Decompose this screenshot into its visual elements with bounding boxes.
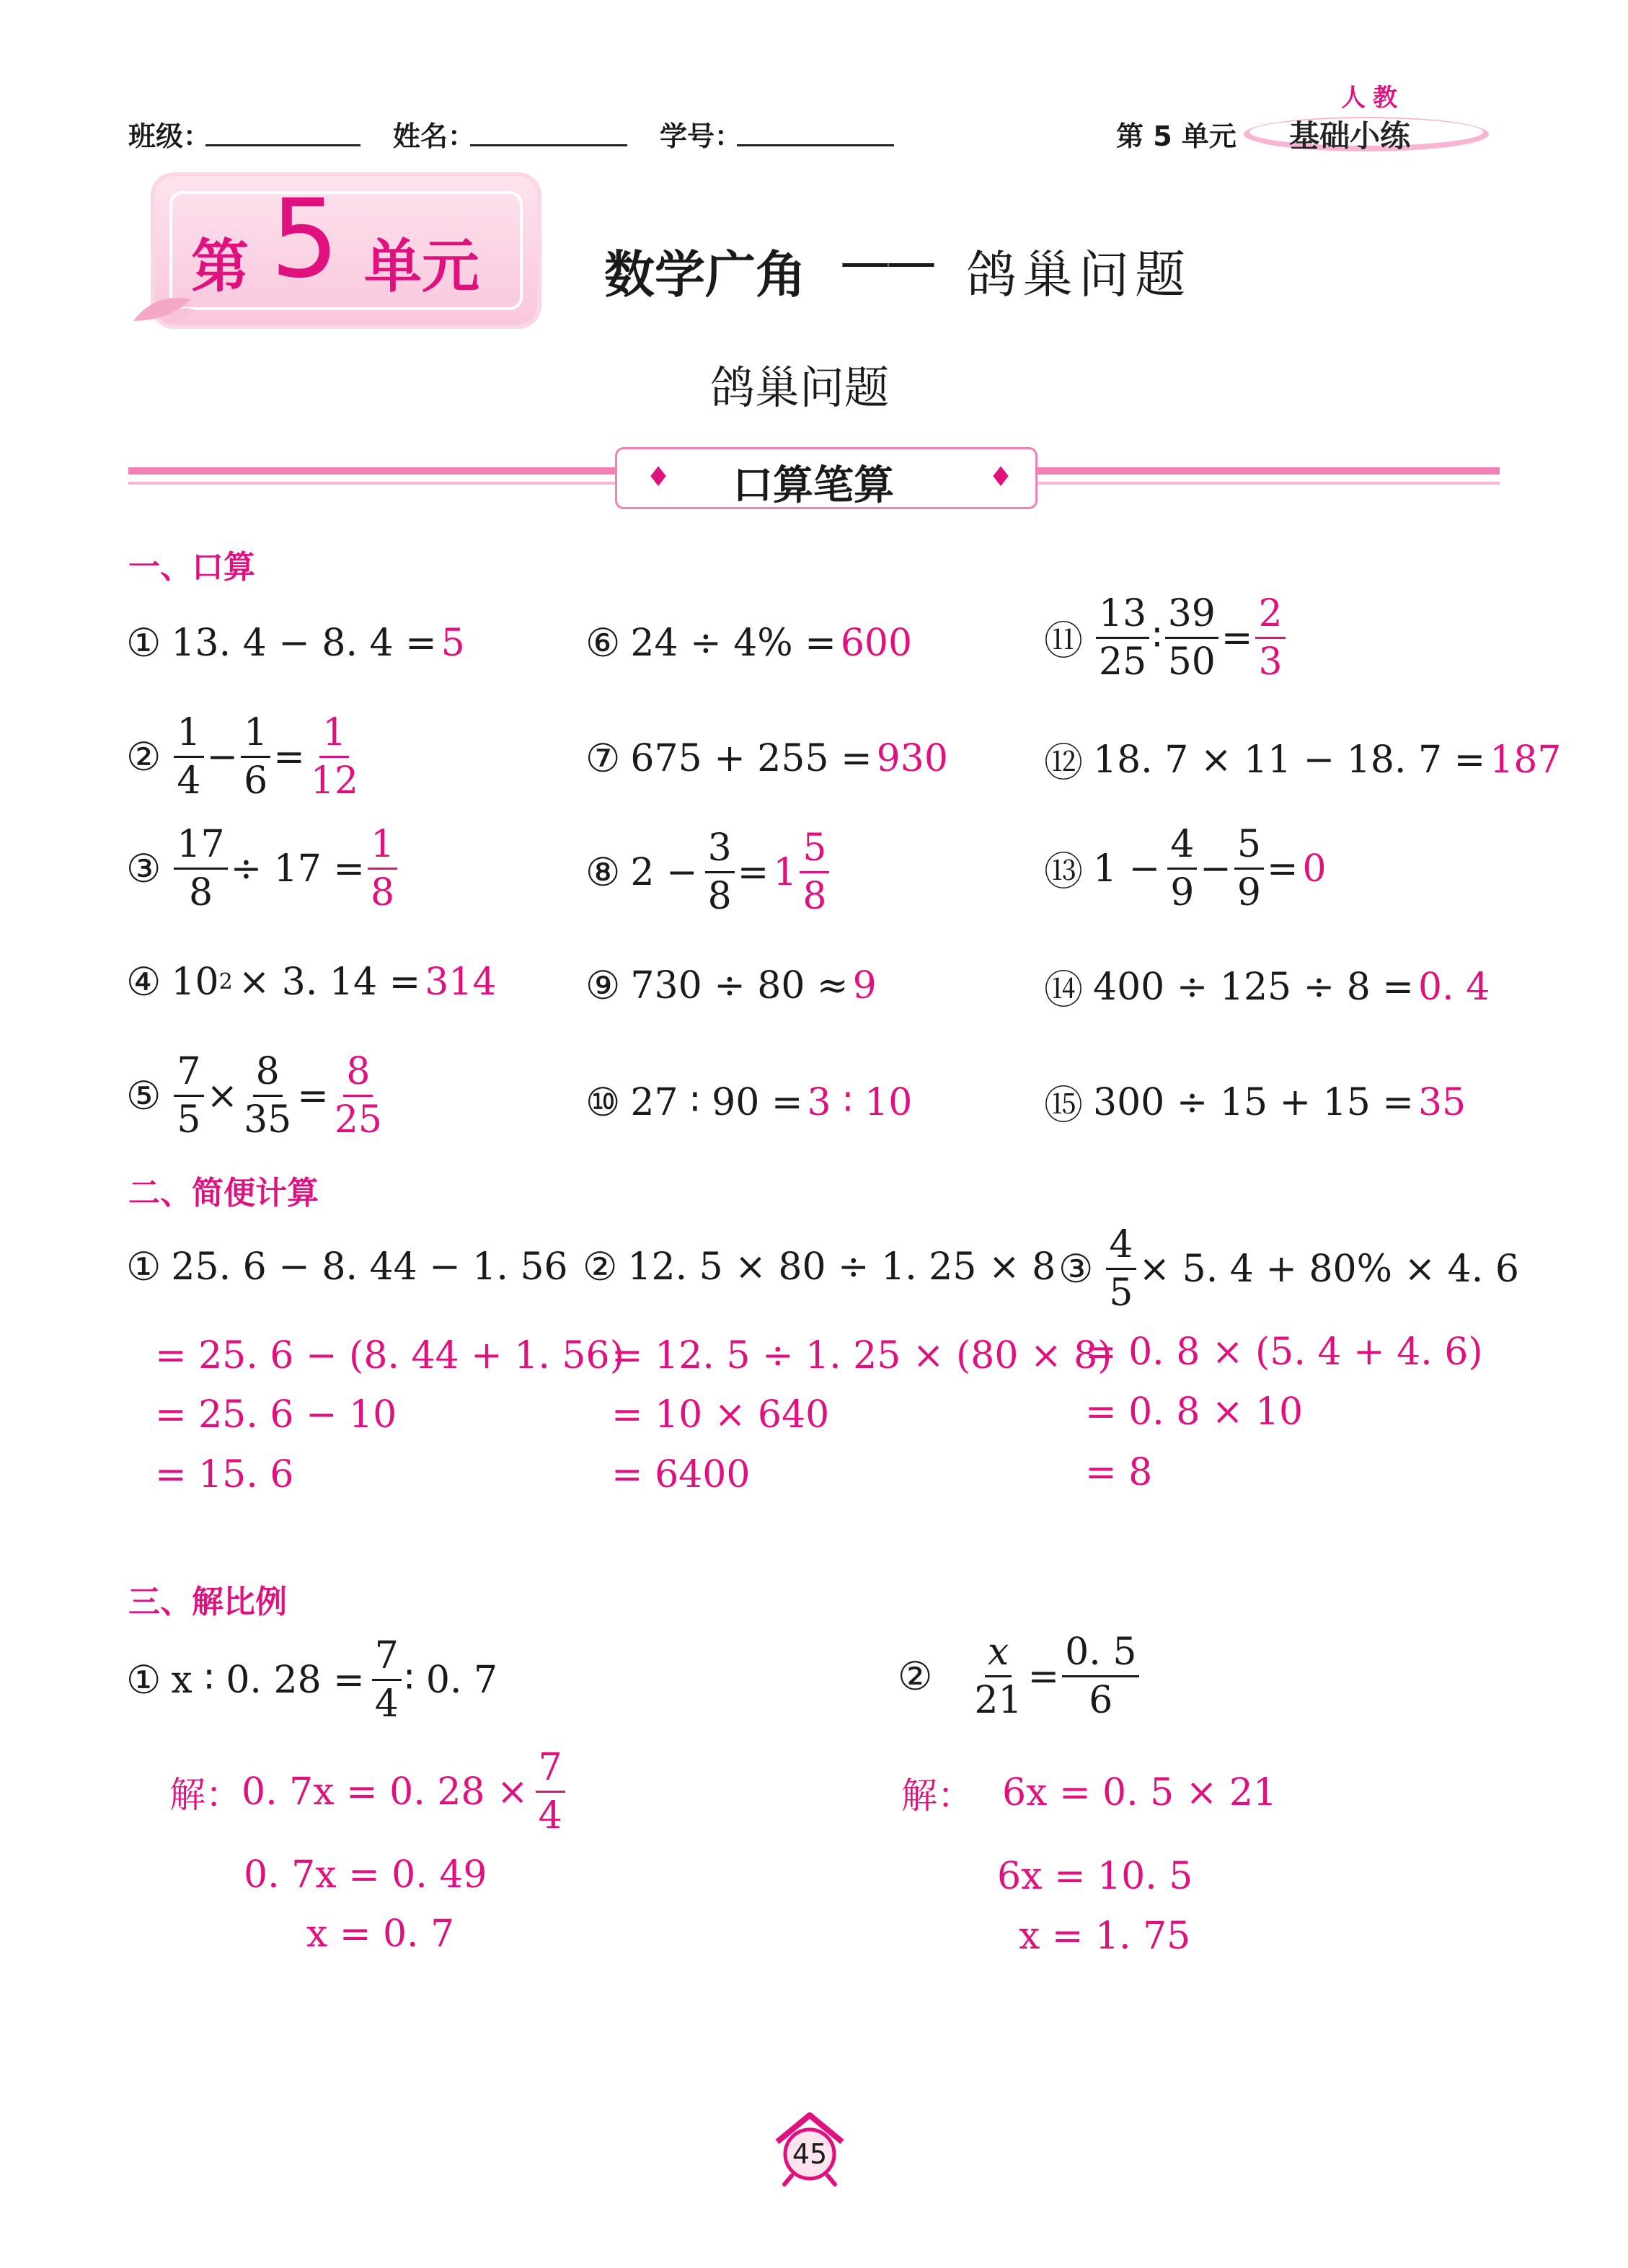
mental-item-1: ① 13. 4 − 8. 4 = 5: [126, 620, 465, 666]
simplify-3-step-3: = 8: [1085, 1451, 1153, 1494]
page-number-badge: [770, 2109, 849, 2189]
simplify-3-step-2: = 0. 8 × 10: [1085, 1390, 1304, 1434]
unit-suffix: 单元: [364, 233, 479, 300]
mental-item-11: ⑪ $\frac{13}{25}$ ∶ $\frac{39}{50}$ = $\frac{2}{3}$: [1044, 595, 1288, 681]
leaf-icon: [126, 285, 198, 328]
simplify-2-step-1: = 12. 5 ÷ 1. 25 × (80 × 8): [611, 1334, 1112, 1377]
simplify-item-3: ③ $\frac{4}{5}$ × 5. 4 + 80% × 4. 6: [1058, 1223, 1519, 1315]
simplify-2-step-3: = 6400: [611, 1453, 751, 1496]
unit-ref: 第 5 单元: [1116, 120, 1237, 152]
brand-main: 基础小练: [1289, 118, 1411, 154]
class-field[interactable]: [205, 144, 360, 146]
simplify-3-step-1: = 0. 8 × (5. 4 + 4. 6): [1085, 1331, 1483, 1374]
diamond-right-icon: ♦: [988, 461, 1014, 493]
section-title: 口算笔算: [733, 462, 894, 509]
simplify-2-step-2: = 10 × 640: [611, 1393, 830, 1437]
mental-item-7: ⑦ 675 + 255 = 930: [585, 736, 948, 781]
name-label: 姓名：: [393, 120, 476, 152]
brand-top: 人教: [1341, 84, 1404, 112]
mental-item-9: ⑨ 730 ÷ 80 ≈ 9: [585, 963, 877, 1008]
proportion-1-step-2: 0. 7x = 0. 49: [244, 1853, 487, 1897]
lesson-title: 鸽巢问题: [710, 361, 890, 414]
mental-item-3: ③ $\frac{17}{8}$ ÷ 17 = $\frac{1}{8}$: [126, 826, 400, 912]
section-banner: [615, 447, 1038, 509]
unit-badge: [155, 177, 537, 325]
proportion-1-step-3: x = 0. 7: [306, 1912, 455, 1956]
name-field[interactable]: [470, 144, 627, 146]
proportion-item-2: ② $\frac{x}{21}$ = $\frac{0. 5}{6}$: [898, 1633, 1142, 1719]
proportion-item-1: ① x ∶ 0. 28 = $\frac{7}{4}$ ∶ 0. 7: [126, 1634, 498, 1726]
brand-badge: [1240, 108, 1492, 156]
title-bold: 数学广角: [604, 245, 806, 304]
mental-item-10: ⑩ 27 ∶ 90 = 3 ∶ 10: [585, 1080, 913, 1125]
mental-item-2: ② $\frac{1}{4}$ − $\frac{1}{6}$ = $\frac{1}{12}$: [126, 711, 358, 803]
proportion-2-step-2: 6x = 10. 5: [997, 1855, 1193, 1898]
part1-title: 一、口算: [128, 549, 255, 586]
simplify-1-step-2: = 25. 6 − 10: [155, 1393, 397, 1437]
student-id-label: 学号：: [660, 120, 743, 152]
simplify-1-step-1: = 25. 6 − (8. 44 + 1. 56): [155, 1334, 624, 1377]
mental-item-6: ⑥ 24 ÷ 4% = 600: [585, 620, 913, 666]
diamond-left-icon: ♦: [646, 461, 671, 493]
simplify-item-2: ② 12. 5 × 80 ÷ 1. 25 × 8: [583, 1244, 1056, 1289]
proportion-1-step-1: 解： 0. 7x = 0. 28 × $\frac{7}{4}$: [169, 1749, 568, 1835]
simplify-1-step-3: = 15. 6: [155, 1453, 294, 1496]
mental-item-13: ⑬ 1 − $\frac{4}{9}$ − $\frac{5}{9}$ = 0: [1044, 823, 1327, 914]
mental-item-15: ⑮ 300 ÷ 15 + 15 = 35: [1044, 1080, 1466, 1128]
mental-item-8: ⑧ 2 − $\frac{3}{8}$ = 1 $\frac{5}{8}$: [585, 829, 832, 915]
mental-item-12: ⑫ 18. 7 × 11 − 18. 7 = 187: [1044, 738, 1562, 785]
page-number: 45: [792, 2138, 828, 2170]
unit-prefix: 第: [191, 233, 249, 300]
title-dash: ——: [840, 232, 932, 291]
mental-item-5: ⑤ $\frac{7}{5}$ × $\frac{8}{35}$ = $\frac{8}{25}$: [126, 1050, 383, 1142]
part3-title: 三、解比例: [128, 1584, 287, 1620]
proportion-2-step-3: x = 1. 75: [1019, 1915, 1191, 1958]
proportion-2-step-1: 解： 6x = 0. 5 × 21: [901, 1771, 1278, 1817]
title-light: 鸽巢问题: [966, 245, 1191, 304]
part2-title: 二、简便计算: [128, 1175, 319, 1212]
unit-number: 5: [270, 177, 340, 302]
class-label: 班级：: [128, 120, 211, 152]
simplify-item-1: ① 25. 6 − 8. 44 − 1. 56: [126, 1244, 568, 1289]
mental-item-14: ⑭ 400 ÷ 125 ÷ 8 = 0. 4: [1044, 965, 1490, 1012]
mental-item-4: ④ 10 2 × 3. 14 = 314: [126, 959, 497, 1005]
student-id-field[interactable]: [737, 144, 894, 146]
